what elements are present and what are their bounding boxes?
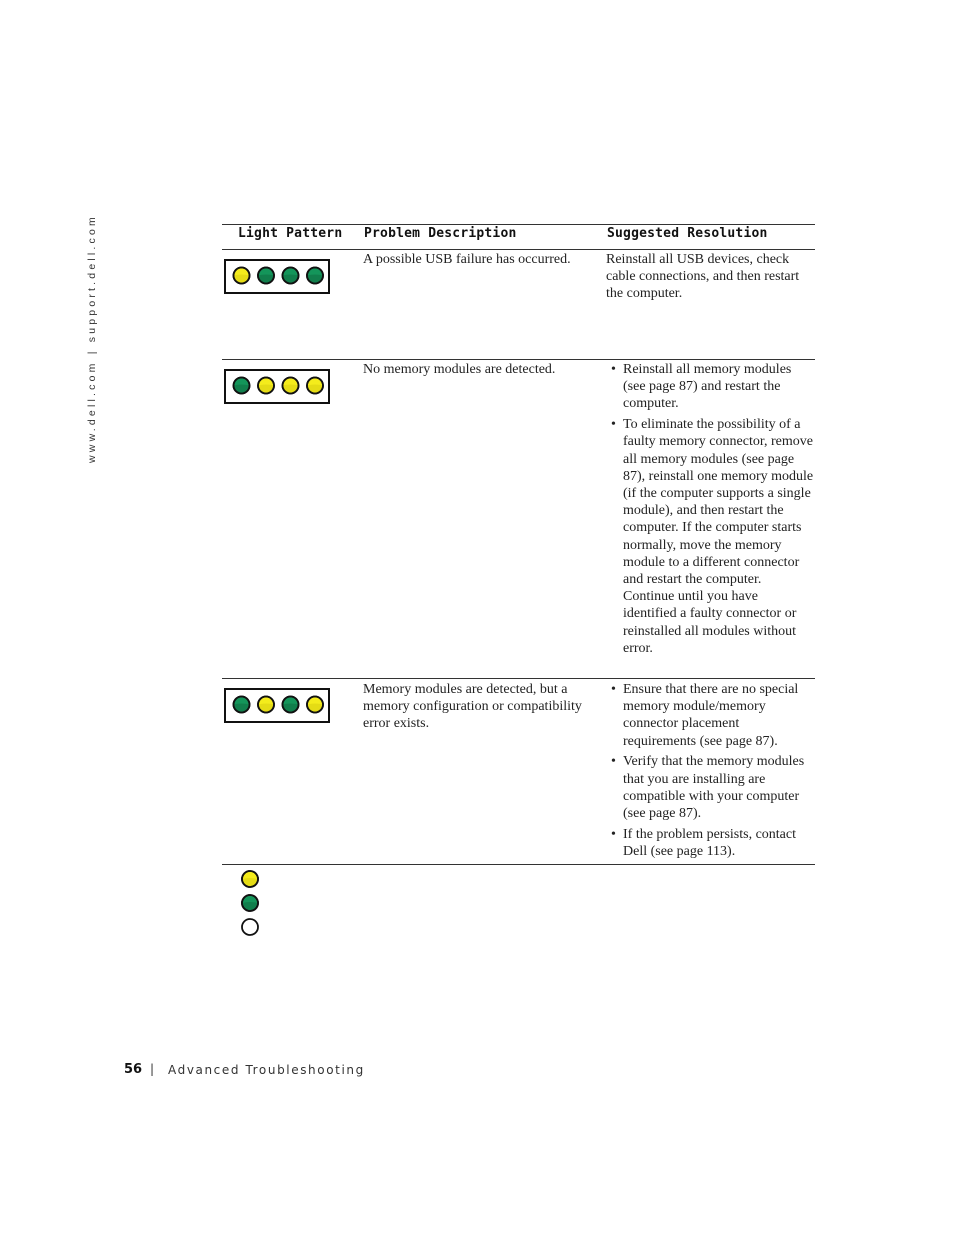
- yellow-light-icon: [283, 378, 299, 394]
- resolution-item: • Ensure that there are no special memory module/memory connector placement requirements (see page 87).: [609, 681, 815, 750]
- legend-green-light-icon: [240, 893, 260, 913]
- diagnostic-lights: [226, 261, 332, 296]
- yellow-light-icon: [242, 871, 258, 887]
- green-light-icon: [283, 697, 299, 713]
- table-header-rule: [222, 249, 815, 250]
- section-title: Advanced Troubleshooting: [168, 1063, 365, 1077]
- table-row-divider: [222, 678, 815, 679]
- light-pattern-row-3: [224, 688, 330, 723]
- resolution-list-row-2: [609, 361, 815, 661]
- legend-yellow-light-icon: [240, 869, 260, 889]
- header-light-pattern: Light Pattern: [238, 226, 343, 241]
- off-light-icon: [242, 919, 258, 935]
- page-number: 56: [124, 1062, 143, 1077]
- problem-description-row-3: Memory modules are detected, but a memory configuration or compatibility error exists.: [363, 682, 582, 732]
- table-top-rule: [222, 224, 815, 225]
- resolution-item: • If the problem persists, contact Dell (see page 113).: [609, 826, 815, 860]
- green-light-icon: [258, 268, 274, 284]
- green-light-icon: [234, 697, 250, 713]
- problem-description-row-1: A possible USB failure has occurred.: [363, 252, 571, 267]
- resolution-item: • Reinstall all memory modules (see page 87) and restart the computer.: [609, 361, 815, 413]
- table-bottom-rule: [222, 864, 815, 865]
- diagnostic-lights: [226, 371, 332, 406]
- resolution-row-1: Reinstall all USB devices, check cable connections, and then restart the computer.: [606, 252, 800, 302]
- yellow-light-icon: [307, 378, 323, 394]
- resolution-item: • Verify that the memory modules that you are installing are compatible with your computer (see page 87).: [609, 753, 815, 822]
- green-light-icon: [307, 268, 323, 284]
- yellow-light-icon: [307, 697, 323, 713]
- header-suggested-resolution: Suggested Resolution: [607, 226, 768, 241]
- footer-separator: |: [150, 1062, 155, 1076]
- yellow-light-icon: [258, 697, 274, 713]
- green-light-icon: [283, 268, 299, 284]
- resolution-item: • To eliminate the possibility of a faulty memory connector, remove all memory modules (see page 87), reinstall one memory module (if the computer supports a single module), and then restart the computer. If the computer starts normally, move the memory module to a different connector and restart the computer. Continue until you have identified a faulty connector or reinstalled all modules without error.: [609, 416, 815, 657]
- light-pattern-row-2: [224, 369, 330, 404]
- problem-description-row-2: No memory modules are detected.: [363, 362, 556, 377]
- diagnostic-lights: [226, 690, 332, 725]
- green-light-icon: [242, 895, 258, 911]
- light-pattern-row-1: [224, 259, 330, 294]
- resolution-list-row-3: [609, 681, 815, 864]
- legend-off-light-icon: [240, 917, 260, 937]
- yellow-light-icon: [234, 268, 250, 284]
- table-row-divider: [222, 359, 815, 360]
- side-url: www.dell.com | support.dell.com: [86, 214, 98, 463]
- yellow-light-icon: [258, 378, 274, 394]
- header-problem-description: Problem Description: [364, 226, 517, 241]
- green-light-icon: [234, 378, 250, 394]
